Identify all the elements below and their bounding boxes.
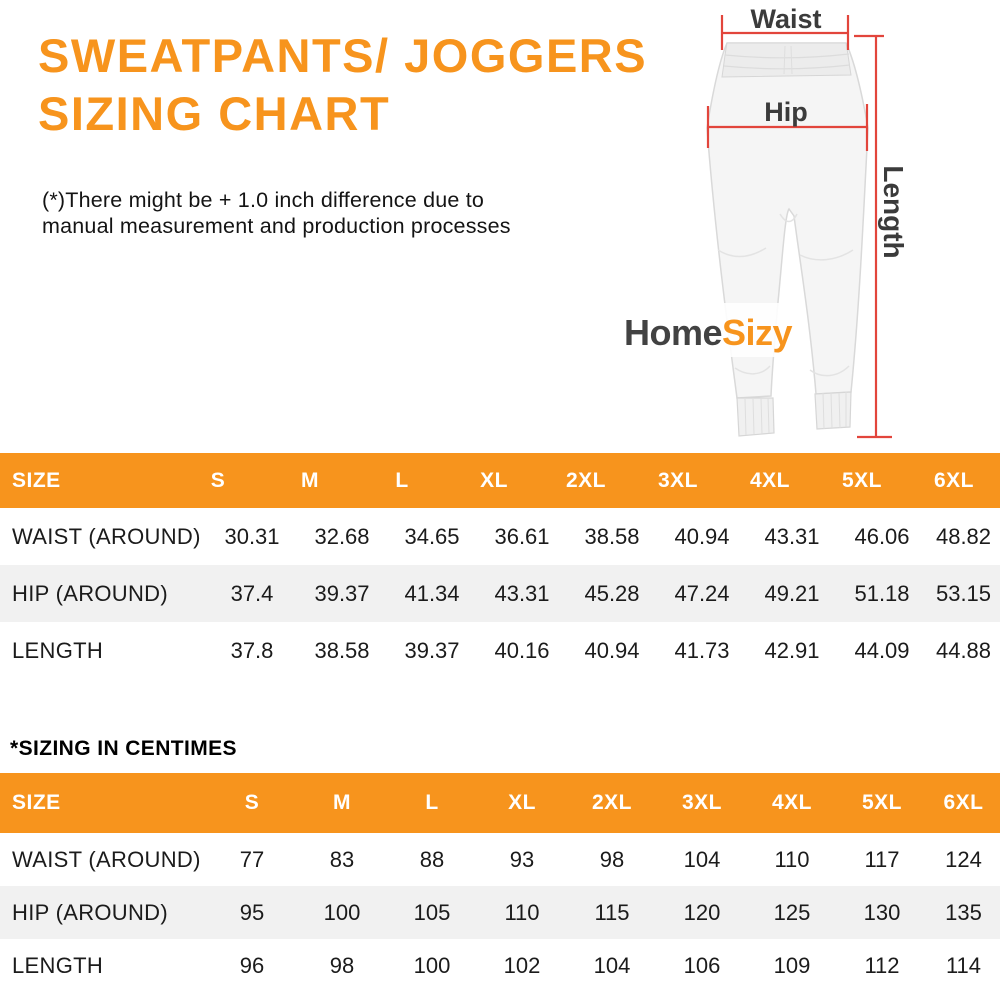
size-value: 104 xyxy=(593,952,631,978)
size-value: 42.91 xyxy=(764,637,820,663)
size-value: 106 xyxy=(683,952,721,978)
size-value: 41.34 xyxy=(404,580,460,606)
table-row-hip-inches xyxy=(0,565,1000,622)
size-value: 41.73 xyxy=(674,637,730,663)
column-header-2xl: 2XL xyxy=(565,468,606,492)
size-value: 109 xyxy=(773,952,811,978)
column-header-2xl: 2XL xyxy=(591,791,632,814)
size-value: 110 xyxy=(774,846,810,872)
size-value: 39.37 xyxy=(314,580,370,606)
size-value: 38.58 xyxy=(584,523,640,549)
table-row-hip-cm xyxy=(0,886,1000,939)
size-value: 49.21 xyxy=(764,580,820,606)
size-value: 45.28 xyxy=(584,580,640,606)
hip-label: Hip xyxy=(764,97,808,127)
column-header-6xl: 6XL xyxy=(943,791,984,814)
size-value: 93 xyxy=(509,846,535,872)
page-title xyxy=(38,27,647,143)
size-value: 48.82 xyxy=(935,523,992,549)
column-header-xl: XL xyxy=(508,791,536,814)
page-title-line2: SIZING CHART xyxy=(38,87,391,140)
size-value: 117 xyxy=(864,846,900,872)
page-title-line1: SWEATPANTS/ JOGGERS xyxy=(38,29,648,82)
waist-label: Waist xyxy=(750,4,822,34)
sweatpants-illustration xyxy=(590,0,1000,452)
size-value: 130 xyxy=(863,899,901,925)
size-value: 40.94 xyxy=(584,637,640,663)
row-label: LENGTH xyxy=(12,637,104,663)
table-row-length-inches xyxy=(0,622,1000,679)
size-value: 105 xyxy=(413,899,451,925)
size-value: 77 xyxy=(239,846,265,872)
size-value: 43.31 xyxy=(764,523,820,549)
size-value: 96 xyxy=(239,952,265,978)
size-value: 83 xyxy=(329,846,355,872)
table-row-waist-inches xyxy=(0,508,1000,565)
column-header-4xl: 4XL xyxy=(749,468,790,492)
size-value: 40.94 xyxy=(674,523,730,549)
size-value: 47.24 xyxy=(674,580,730,606)
size-value: 104 xyxy=(683,846,721,872)
size-value: 110 xyxy=(504,899,540,925)
logo-text-sizy: Sizy xyxy=(722,312,793,353)
size-value: 43.31 xyxy=(494,580,550,606)
size-value: 40.16 xyxy=(494,637,550,663)
size-value: 100 xyxy=(323,899,361,925)
column-header-xl: XL xyxy=(480,468,508,492)
size-value: 100 xyxy=(413,952,451,978)
size-value: 112 xyxy=(864,952,900,978)
size-value: 120 xyxy=(683,899,721,925)
row-label: HIP (AROUND) xyxy=(12,899,168,925)
logo-text-home: Home xyxy=(624,312,723,353)
column-header-l: L xyxy=(395,468,409,492)
measurement-note-line2: manual measurement and production processes xyxy=(42,213,511,238)
column-header-m: M xyxy=(301,468,319,492)
column-header-size: SIZE xyxy=(12,468,61,492)
column-header-3xl: 3XL xyxy=(681,791,722,814)
size-value: 114 xyxy=(945,952,982,978)
measurement-note-line1: (*)There might be + 1.0 inch difference due to xyxy=(42,188,485,212)
size-value: 98 xyxy=(599,846,625,872)
size-value: 32.68 xyxy=(314,523,370,549)
size-value: 135 xyxy=(945,899,982,925)
table-row-waist-cm xyxy=(0,833,1000,886)
row-label: LENGTH xyxy=(12,952,104,978)
size-value: 98 xyxy=(329,952,355,978)
pants-waistband xyxy=(722,43,851,77)
table-row-length-cm xyxy=(0,939,1000,992)
size-value: 46.06 xyxy=(854,523,910,549)
column-header-s: S xyxy=(244,791,260,814)
length-label: Length xyxy=(878,165,909,259)
column-header-m: M xyxy=(333,791,351,814)
column-header-5xl: 5XL xyxy=(861,791,902,814)
size-value: 95 xyxy=(239,899,265,925)
size-value: 88 xyxy=(419,846,445,872)
size-value: 37.4 xyxy=(230,580,274,606)
measurement-note xyxy=(42,188,511,239)
column-header-3xl: 3XL xyxy=(657,468,698,492)
centimeters-table-body xyxy=(0,833,1000,992)
centimeters-heading: *SIZING IN CENTIMES xyxy=(10,737,237,760)
column-header-6xl: 6XL xyxy=(933,468,974,492)
logo-text xyxy=(624,312,793,353)
column-header-s: S xyxy=(210,468,226,492)
column-header-size: SIZE xyxy=(12,791,61,814)
size-value: 124 xyxy=(945,846,982,872)
size-value: 30.31 xyxy=(224,523,280,549)
row-label: HIP (AROUND) xyxy=(12,580,168,606)
size-value: 39.37 xyxy=(404,637,460,663)
size-value: 44.09 xyxy=(854,637,910,663)
inches-table-header xyxy=(0,453,1000,508)
size-value: 51.18 xyxy=(854,580,910,606)
row-label: WAIST (AROUND) xyxy=(12,523,201,549)
size-value: 38.58 xyxy=(314,637,370,663)
size-value: 125 xyxy=(773,899,811,925)
size-value: 34.65 xyxy=(404,523,460,549)
row-label: WAIST (AROUND) xyxy=(12,846,201,872)
size-value: 36.61 xyxy=(494,523,550,549)
size-value: 37.8 xyxy=(230,637,274,663)
size-value: 102 xyxy=(503,952,541,978)
size-value: 115 xyxy=(594,899,630,925)
size-value: 44.88 xyxy=(935,637,992,663)
column-header-l: L xyxy=(425,791,439,814)
column-header-4xl: 4XL xyxy=(771,791,812,814)
size-value: 53.15 xyxy=(935,580,992,606)
centimeters-table-header xyxy=(0,773,1000,833)
column-header-5xl: 5XL xyxy=(841,468,882,492)
inches-table-body xyxy=(0,508,1000,679)
sweatpants-figure xyxy=(590,0,1000,452)
brand-logo xyxy=(612,303,793,357)
